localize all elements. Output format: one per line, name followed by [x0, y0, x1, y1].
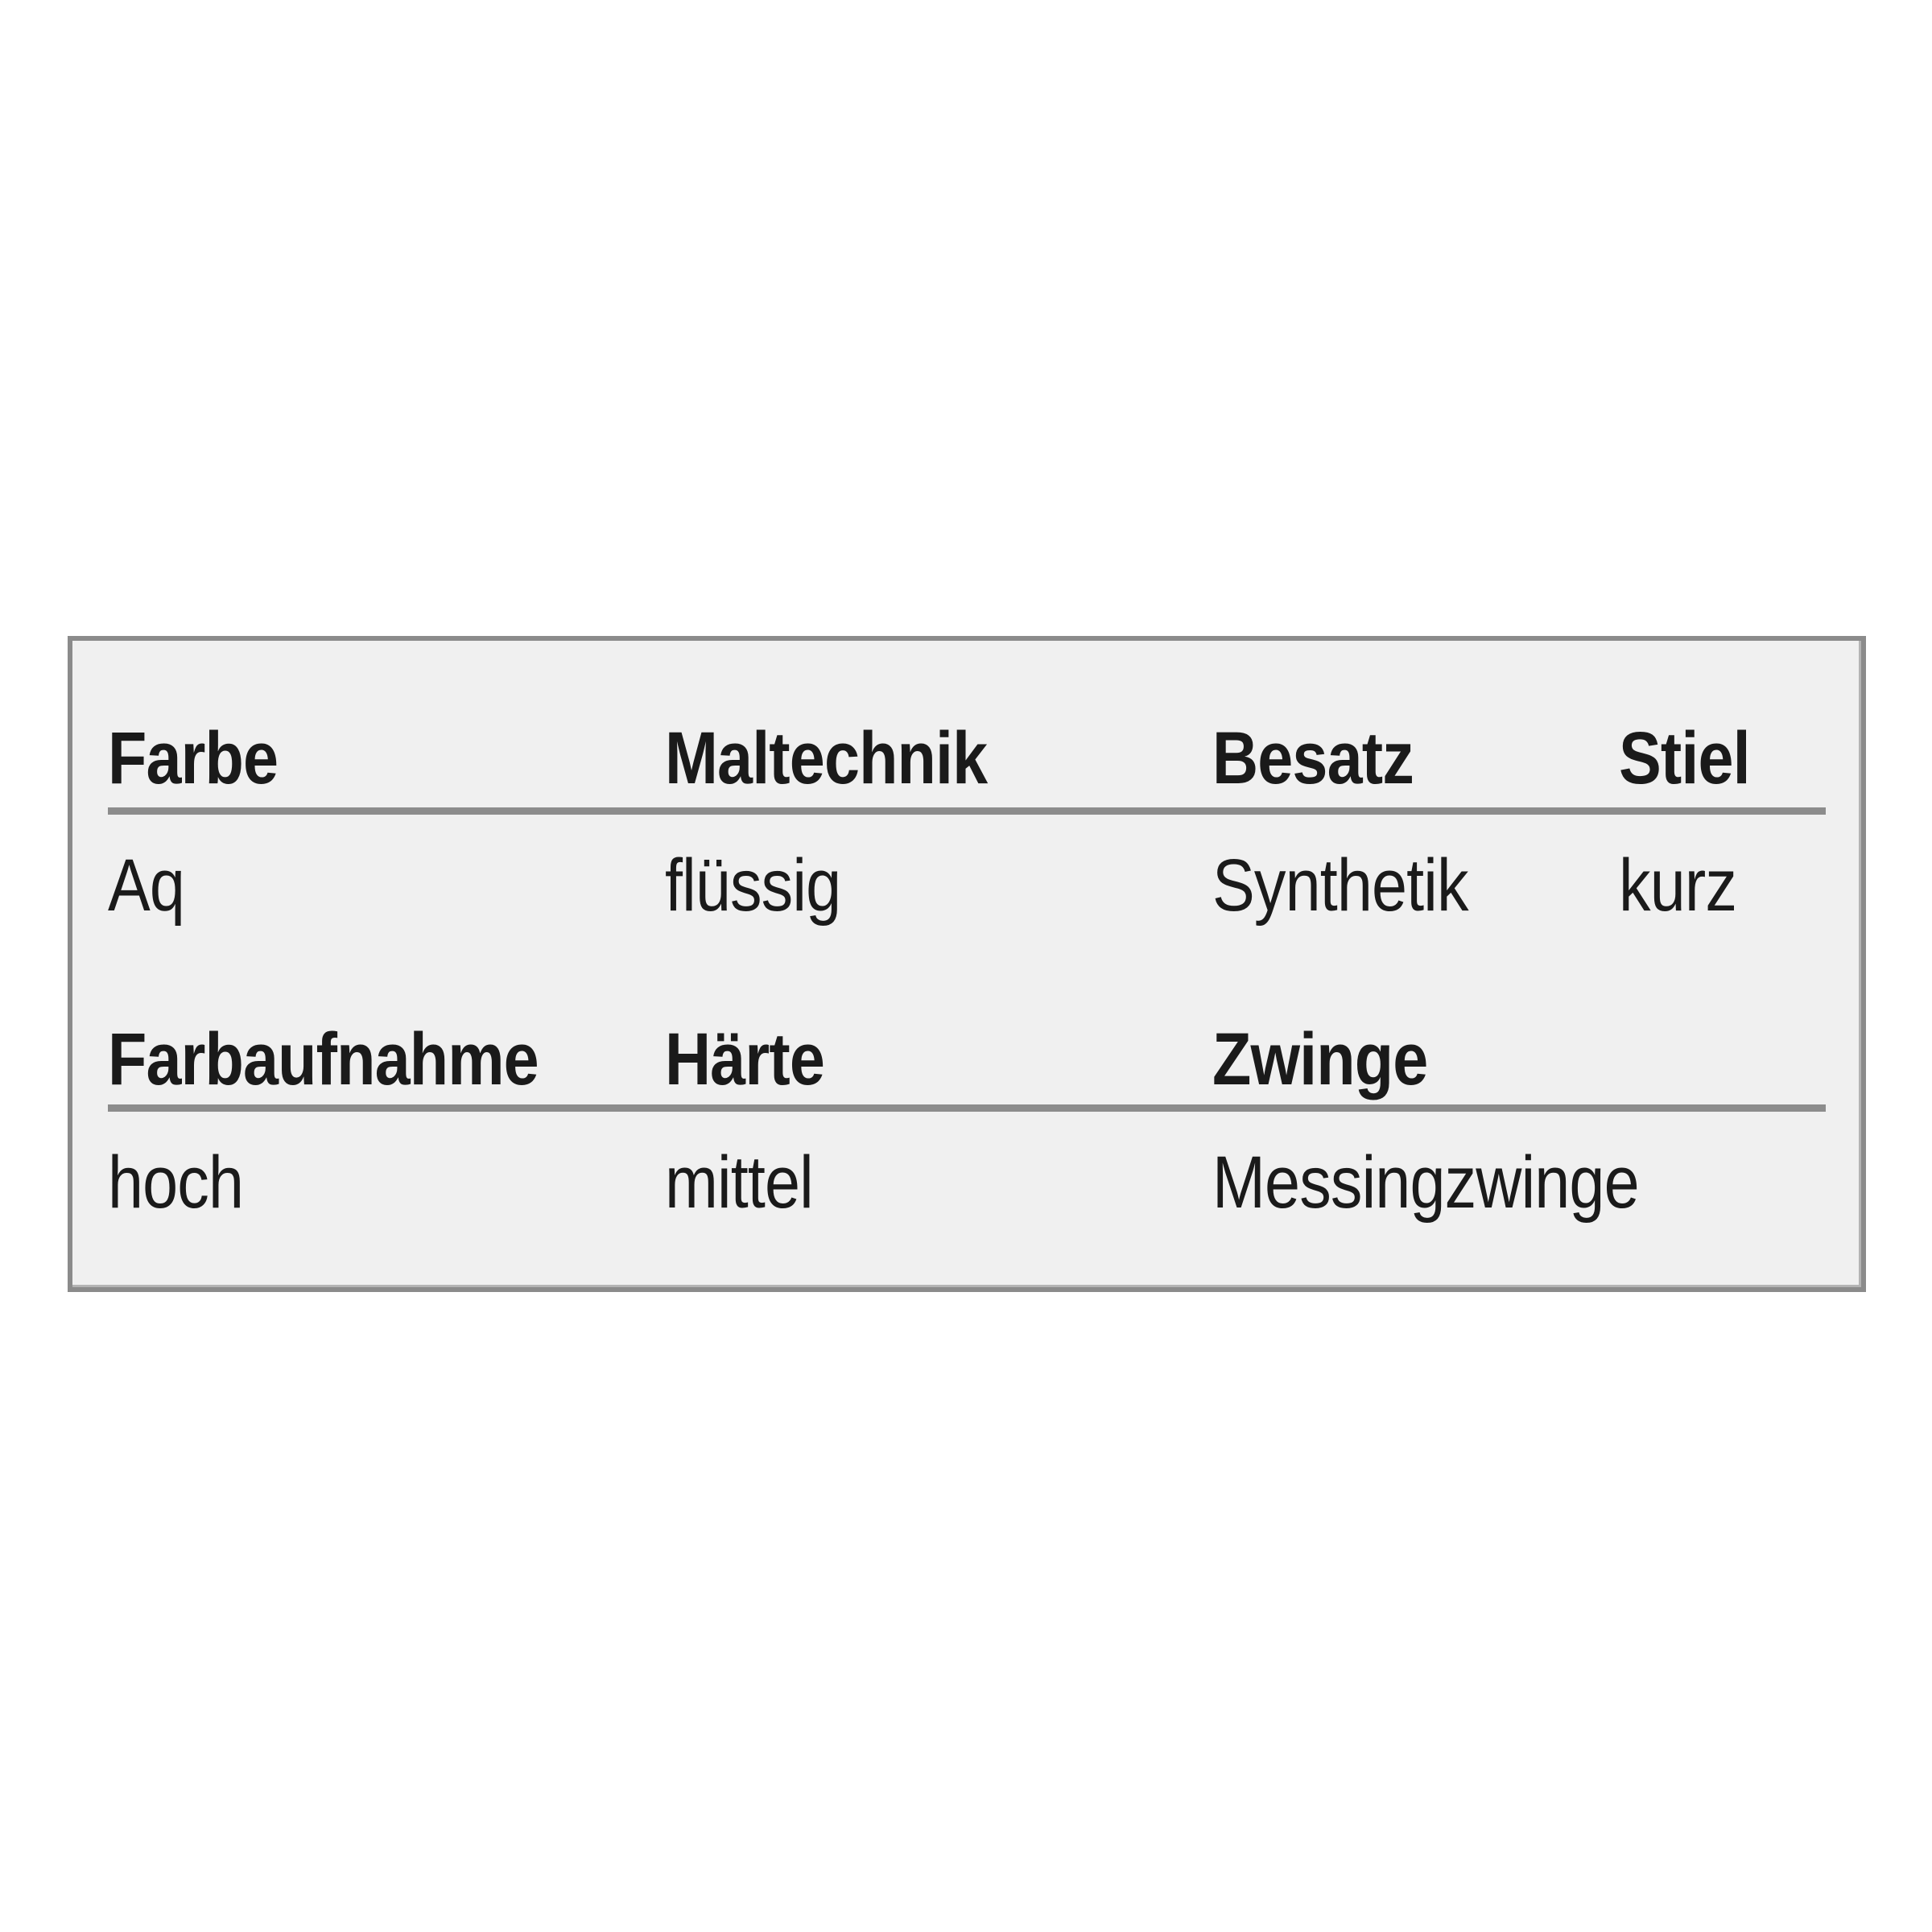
column-header-label: Farbe	[108, 717, 279, 799]
column-header-label: Besatz	[1212, 717, 1414, 799]
spec-header-row-2	[108, 1018, 1826, 1100]
column-header-stiel	[1619, 717, 1826, 799]
column-header-label: Härte	[665, 1018, 824, 1100]
value-maltechnik	[665, 844, 1212, 927]
column-header-label: Maltechnik	[665, 717, 988, 799]
column-header-haerte	[665, 1018, 1212, 1100]
column-header-farbaufnahme	[108, 1018, 665, 1100]
value-farbe	[108, 844, 665, 927]
value-text: mittel	[665, 1141, 813, 1224]
value-text: Aq	[108, 844, 185, 927]
column-header-maltechnik	[665, 717, 1212, 799]
value-zwinge	[1212, 1141, 1826, 1224]
column-header-zwinge	[1212, 1018, 1826, 1100]
header-underline-2	[108, 1104, 1826, 1112]
value-text: kurz	[1619, 844, 1737, 927]
value-haerte	[665, 1141, 1212, 1224]
column-header-farbe	[108, 717, 665, 799]
value-text: Synthetik	[1212, 844, 1468, 927]
spec-value-row-1	[108, 844, 1826, 927]
column-header-besatz	[1212, 717, 1619, 799]
spec-panel	[68, 636, 1866, 1292]
value-stiel	[1619, 844, 1826, 927]
value-besatz	[1212, 844, 1619, 927]
value-text: Messingzwinge	[1212, 1141, 1639, 1224]
value-text: flüssig	[665, 844, 841, 927]
value-farbaufnahme	[108, 1141, 665, 1224]
header-underline-1	[108, 807, 1826, 815]
spec-header-row-1	[108, 717, 1826, 799]
spec-value-row-2	[108, 1141, 1826, 1224]
value-text: hoch	[108, 1141, 244, 1224]
column-header-label: Stiel	[1619, 717, 1750, 799]
column-header-label: Zwinge	[1212, 1018, 1428, 1100]
column-header-label: Farbaufnahme	[108, 1018, 539, 1100]
